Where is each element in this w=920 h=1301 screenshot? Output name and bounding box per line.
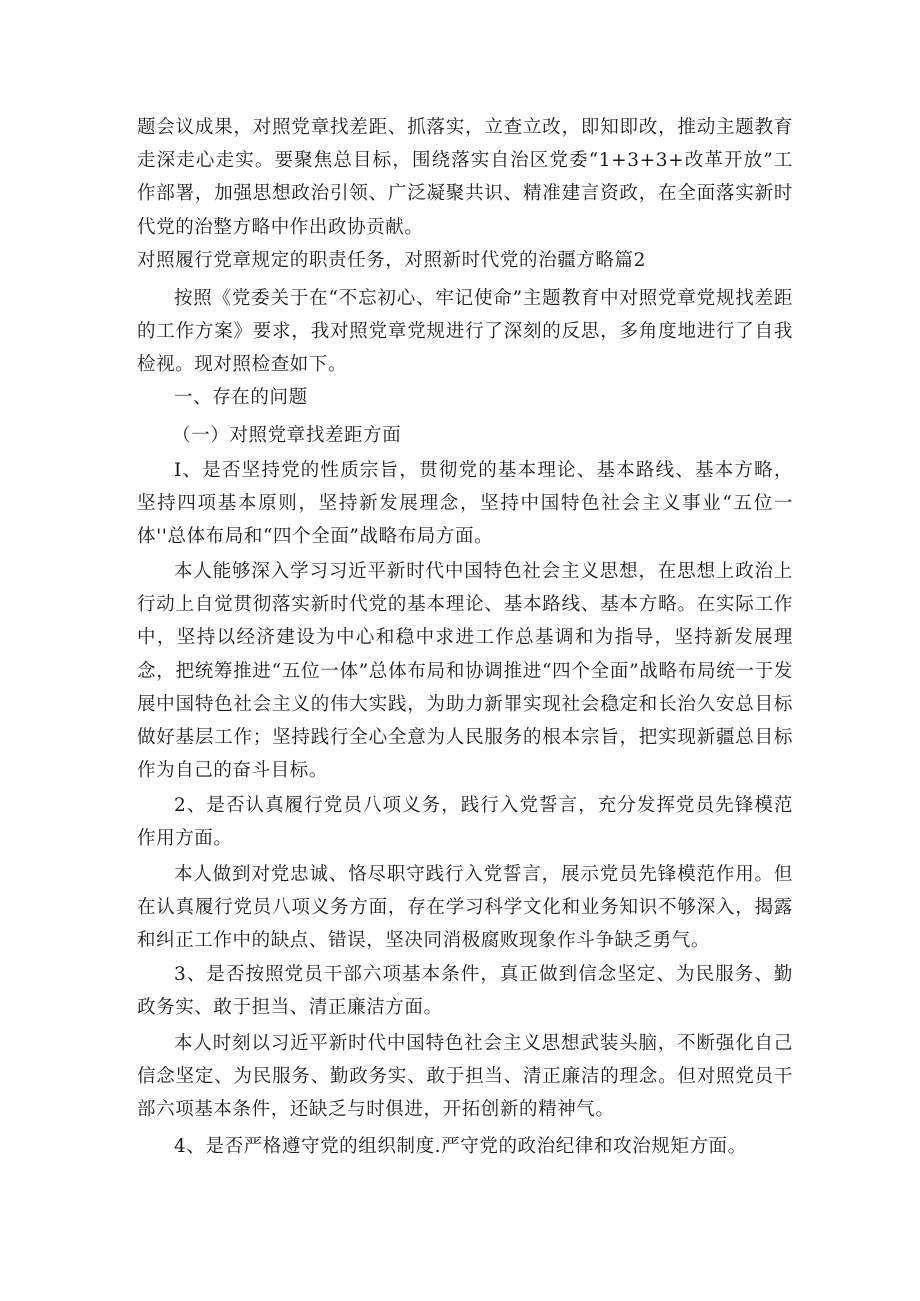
section-heading (137, 244, 793, 277)
paragraph-item-2-response (137, 858, 793, 958)
paragraph-text: 本人做到对党忠诚、恪尽职守践行入党誓言，展示党员先锋模范作用。但在认真履行党员八项义务方面，存在学习科学文化和业务知识不够深入，揭露和纠正工作中的缺点、错误，坚决同消极腐败现象作斗争缺乏勇气。 (137, 864, 793, 952)
paragraph-item-1-response (137, 555, 793, 787)
paragraph-text: 本人时刻以习近平新时代中国特色社会主义思想武装头脑，不断强化自己信念坚定、为民服务、勤政务实、敢于担当、清正廉洁的理念。但对照党员干部六项基本条件，还缺乏与时俱进，开拓创新的精神气。 (137, 1033, 793, 1121)
paragraph-item-2 (137, 789, 793, 855)
subheading-party-charter (137, 419, 793, 452)
paragraph-item-3-response (137, 1027, 793, 1127)
paragraph-continuation (137, 111, 793, 244)
paragraph-text: I、是否坚持党的性质宗旨，贯彻党的基本理论、基本路线、基本方略，坚持四项基本原则，坚持新发展理念，坚持中国特色社会主义事业“五位一体''总体布局和“四个全面”战略布局方面。 (137, 460, 793, 548)
paragraph-text: 按照《党委关于在“不忘初心、牢记使命”主题教育中对照党章党规找差距的工作方案》要求，我对照党章党规进行了深刻的反思，多角度地进行了自我检视。现对照检查如下。 (137, 288, 793, 376)
paragraph-text: 4、是否严格遵守党的组织制度.严守党的政治纪律和攻治规矩方面。 (174, 1136, 747, 1157)
paragraph-text: 本人能够深入学习习近平新时代中国特色社会主义思想，在思想上政治上行动上自觉贯彻落实新时代党的基本理论、基本路线、基本方略。在实际工作中，坚持以经济建设为中心和稳中求进工作总基调和为指导，坚持新发展理念，把统筹推进“五位一体”总体布局和协调推进“四个全面”战略布局统一于发展中国特色社会主义的伟大实践，为助力新罪实现社会稳定和长治久安总目标做好基层工作；坚持践行全心全意为人民服务的根本宗旨，把实现新疆总目标作为自己的奋斗目标。 (137, 561, 793, 782)
heading-text: （一）对照党章找差距方面 (172, 425, 402, 446)
heading-text: 对照履行党章规定的职责任务，对照新时代党的治疆方略篇2 (137, 250, 646, 271)
paragraph-item-1 (137, 454, 793, 554)
heading-text: 一、存在的问题 (174, 387, 308, 408)
paragraph-text: 2、是否认真履行党员八项义务，践行入党誓言，充分发挥党员先锋模范作用方面。 (137, 795, 793, 850)
paragraph-text: 题会议成果，对照党章找差距、抓落实，立查立改，即知即改，推动主题教育走深走心走实。要聚焦总目标，围绕落实自治区党委“1+3+3+改革开放”工作部署，加强思想政治引领、广泛凝聚共识、精准建言资政，在全面落实新时代党的治整方略中作出政协贡献。 (137, 117, 793, 238)
subheading-problems (137, 381, 793, 414)
paragraph-text: 3、是否按照党员干部六项基本条件，真正做到信念坚定、为民服务、勤政务实、敢于担当、清正廉洁方面。 (137, 964, 793, 1019)
paragraph-intro (137, 282, 793, 382)
paragraph-item-4 (137, 1130, 793, 1163)
paragraph-item-3 (137, 958, 793, 1024)
